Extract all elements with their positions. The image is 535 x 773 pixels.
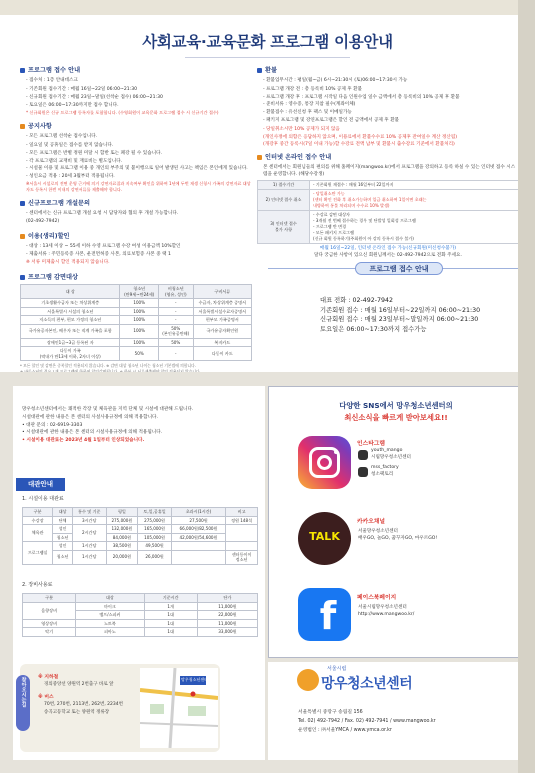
text-line: • 시설대관에 관한 내용은 본 센터의 시설사용규정에 의해 적용됩니다. (22, 430, 163, 436)
bus-title: ※ 버스 (38, 695, 54, 700)
section-new-program (20, 199, 252, 227)
text-line: • 대관 문의 : 02-6919-3303 (22, 422, 83, 428)
text-line: ※ 서류 미제출시 할인 적용되지 않습니다. (26, 260, 110, 266)
operator: 운영법인 : ㈜서울YMCA / www.ymca.or.kr (298, 728, 392, 733)
qr-icon (358, 450, 368, 460)
online-footnote: 달다 궁금한 사항이 있으신 회원님께서는 02-492-7942으로 전화 주세요. (314, 253, 462, 259)
qr-icon (358, 467, 368, 477)
sns-account[interactable]: youth_mango 시립망우청소년센터 (371, 448, 411, 460)
text-line: - 당일취소시만 10% 공제가 되지 않음 (263, 126, 340, 132)
page-title: 사회교육·교육문화 프로그램 이용안내 (142, 33, 393, 51)
text-line: - 준비서류 : 영수증, 통장 지참 필수(계좌이체) (263, 101, 356, 107)
info-line: 대표 전화 : 02-492-7942 (320, 297, 394, 304)
facebook-icon[interactable]: f (298, 588, 351, 641)
sns-name: 페이스북페이지 (357, 595, 397, 601)
online-table (257, 180, 519, 244)
logo-small-text: 서울시립 (327, 666, 347, 672)
table-row: 음향장비 마이크 1개 11,000원 (23, 602, 258, 611)
section-notice (20, 122, 252, 194)
instagram-icon[interactable] (298, 436, 351, 489)
section-discount (20, 232, 252, 268)
table-title: 2. 장비사용료 (22, 582, 53, 588)
text-line: (개강후 중간 등록시(7일 이내 가능)할 수강료 전액 납부 및 환불시 출수강료 기준에서 환불처리) (263, 142, 455, 148)
subway-text: 경의중앙선 양원역 2번출구 바로 앞 (44, 682, 114, 687)
text-line: * 신규회원은 신규 프로그램 등록자를 포함합니다. (수영회원이 교육문화 프로그램 접수 시 신규기간 접수) (26, 110, 219, 116)
text-line: (02-492-7942) (26, 219, 60, 225)
text-line: - 대상 : 13세 이상 ~ 55세 이하 수영 프로그램 수강 여성 이용금액 10%할인 (26, 243, 181, 249)
center-contact (298, 708, 436, 735)
table-row: 체육관 성인 2시간당 132,000원 165,000원 66,000원/82,500원 (23, 525, 258, 534)
right-margin (518, 0, 535, 773)
bullet-icon (20, 201, 25, 206)
table-note: * 모든 할인 및 감면은 중복할인 적용되지 않습니다. ※ 감면 대상 청소년 나이는 청소년 기본법에 의합니다. (20, 363, 196, 369)
online-footnote: 매월 16일~22일, 인터넷 온라인 접수 가능(신규회원(미신청수불가) (319, 246, 457, 252)
text-line: - 센터에서는 신규 프로그램 개설 요청 시 담당자와 협의 후 개설 가능합니다. (26, 210, 179, 216)
table-row: 청소년 84,000원 105,000원 42,000원/54,600원 (23, 533, 258, 542)
table-row: 3) 인터넷 접수 불가 사항 - 수강료 감면 대상자 - 3개월 전 번째 접수하는 경우 및 단발성 일회성 프로그램 - 프로그램 반 변경 - 모든 패키지 프로그램 (신규 회원 등록하기(주회원이 아 강의 등록시 접수 불가) (258, 211, 519, 244)
equipment-table (22, 593, 258, 637)
address: 서울특별시 중랑구 송림길 156 (298, 710, 363, 715)
table-header: 구분 (23, 508, 53, 517)
info-line: 기존회원 접수 : 매월 16일부터~22일까지 06:00~21:30 (320, 306, 481, 314)
sns-account[interactable]: 서울망우청소년센터 배우GO, 놀GO, 꿈꾸자GO, 마우르GO! (358, 529, 438, 541)
table-row: 다둥이 가족 (막내가 만13세 이하, 2자녀 이상) 50% - 다둥이 카드 (21, 347, 252, 361)
subway-title: ※ 지하철 (38, 675, 59, 680)
text-line: - 환불접수 : 유선신청 후 팩스 및 이메일가능 (263, 110, 352, 116)
text-line: - 기존회원 접수기간 : 매월 16일~22일 06:00~21:30 (26, 86, 138, 92)
text-line: 본 센터에서는 회원님들의 편의를 위해 홈페이지(mangwoo.kr)에서 프로그램을 강의하고 등록 하실 수 있는 인터넷 접수 시스템을 운영합니다. (해당수강생) (263, 165, 516, 178)
table-row: 악기 피아노 1대 33,000원 (23, 628, 258, 637)
table-header: 비고 (226, 508, 258, 517)
directions-label-text: 찾아오시는길 (20, 677, 27, 707)
logo-text: 망우청소년센터 (321, 676, 413, 692)
section-title: 프로그램 감면대상 (28, 273, 78, 281)
bus-text: 70번, 270번, 2113번, 262번, 2234번 (44, 702, 123, 707)
table-row: 2) 인터넷 접수 취소 - 당일취소만 가능 (센터 확인 전화 후 취소가능하며 입금 취소하여 1일이면 초래는 내방하여 통불 처리되며 수수료 10% 발생) (258, 190, 519, 211)
text-line: - 신규회원 접수기간 : 매월 23일~말일(선착순 접수) 06:00~21:30 (26, 94, 163, 100)
text-line: - 제출서류 : 주민등록증 사본, 운전면허증 사본, 의료보험증 사본 중 택 1 (26, 252, 171, 258)
info-line: 신규회원 접수 : 매월 23일부터~말일까지 06:00~21:30 (320, 316, 479, 324)
table-header: 비청소년 (영유, 성인) (158, 285, 193, 299)
table-header: 대상 (53, 508, 73, 517)
table-row: 국가유공자본인, 배우자 또는 직계 가족을 포함 100% 50% (본인유공만해) 국가유공자확인원 (21, 324, 252, 338)
text-line: - 모든 프로그램 선착순 접수입니다. (26, 134, 98, 140)
bullet-icon (257, 68, 262, 73)
section-title: 이용(생리)할인 (28, 232, 70, 240)
top-strip (0, 0, 535, 15)
text-line: ※서울시 시설로의 전면 운영 근거에 의거 강연자료집과 지속여부 확인을 위하여 1년에 두번 재생 신청시 가족의 강연자료 대상자도 등록시 한번 이내의 강연서류를 제출해야 합니다. (26, 181, 251, 193)
table-row: 1) 접수기간 - 기존회원 재접수 : 매월 16일부터 22일까지 (258, 181, 519, 190)
table-header: 평일 (106, 508, 138, 517)
text-line: - 일요일 및 공휴일은 접수를 받지 않습니다. (26, 142, 114, 148)
section-exemption (20, 273, 252, 374)
section-refund (257, 66, 519, 148)
table-row: 서울특별시 시설의 청소년 100% - 서울특별시설수료자증명서 (21, 307, 252, 316)
bullet-icon (20, 68, 25, 73)
sns-account[interactable]: mss_factory 청소팩토리 (371, 465, 399, 477)
table-row: 청소년 1시간당 20,000원 26,000원 센터등이이 정소년 (23, 550, 258, 564)
text-line: 시설대관에 관한 내용은 본 센터의 사설사용규정에 의해 적용합니다. (22, 414, 158, 420)
rental-fee-table (22, 507, 258, 565)
table-header: 청소년 (만9세~만24세) (120, 285, 158, 299)
section-gap (0, 372, 535, 386)
section-title: 환불 (265, 67, 277, 74)
right-column (257, 66, 519, 265)
registration-badge: 프로그램 접수 안내 (355, 262, 443, 275)
directions-label (16, 675, 30, 731)
sns-title: 다양한 SNS에서 망우청소년센터의 최신소식을 빠르게 받아보세요!! (339, 401, 453, 422)
section-title: 프로그램 접수 안내 (28, 67, 81, 74)
registration-info (320, 296, 500, 335)
table-row: 앰프/스피커 1대 22,000원 (23, 611, 258, 620)
text-line: - 프로그램 개강 전 : 총 등록비 10% 공제 후 환불 (263, 86, 363, 92)
sns-name: 인스타그램 (357, 441, 385, 447)
table-header: 대상 (76, 594, 144, 603)
text-line: - 프로그램 개강 후 : 프로그램 시작일 다음 인원수업 일수 금액에서 총 등록비의 10% 공제 후 환불 (263, 94, 460, 100)
sns-name: 카카오채널 (357, 519, 385, 525)
text-line: - 각 프로그램의 교재비 및 재료비는 별도입니다. (26, 159, 123, 165)
table-header: 단가 (197, 594, 257, 603)
section-title: 공지사항 (28, 122, 52, 130)
directions-box (20, 664, 220, 752)
text-line: - 환불업무시간 : 평일(월~금) 6시~21:30시 (토)06:00~17:30시 가능 (263, 78, 408, 84)
table-row: 수강장 단체 3시간당 275,000원 275,000원 27,500원 정원 148석 (23, 516, 258, 525)
table-header: 구분 (23, 594, 76, 603)
bullet-icon (257, 155, 262, 160)
text-line: - 시설물 이용 및 프로그램 이용 중 개인의 부주의 및 불이행으로 일어 발생된 사고는 책임은 본인에게 있습니다. (26, 166, 248, 172)
table-row: 장애인1급~3급 등록된 자 100% 50% 복지카드 (21, 338, 252, 347)
info-line: 토요일은 06:00~17:30까지 접수가능 (320, 326, 427, 334)
bullet-icon (20, 234, 25, 239)
left-column (20, 66, 252, 379)
text-line: - 성인요금 적용 : 20세 3월부터 적용됩니다. (26, 173, 115, 179)
table-header: 초과시(1시간) (171, 508, 225, 517)
bus-text: 송곡고등학교 또는 양원역 정류장 (44, 710, 110, 715)
kakao-talk-icon[interactable]: TALK (298, 512, 351, 565)
table-title: 1. 시설이용 대관료 (22, 496, 64, 502)
text-line: - 접수처 : 1층 안내데스크 (26, 78, 78, 84)
exemption-table (20, 284, 252, 361)
text-line: - 토요일은 06:00~17:30까지만 접수 합니다. (26, 103, 119, 109)
section-online (257, 153, 519, 260)
text-line: 망우청소년센터에서는 쾌적한 각장 및 체육관을 지역 단체 및 시설에 대관해 드립니다. (22, 407, 194, 412)
table-row: 영상장비 노트북 1대 11,000원 (23, 619, 258, 628)
text-line: • 시설이용 대관료는 2023년 4월 1일부터 인상되었습니다. (22, 438, 145, 444)
text-line: - 모든 프로그램은 반별 정원 미달 시 합반 또는 폐강 될 수 있습니다. (26, 150, 163, 156)
table-row: 저소득의 편부, 편모 가정의 청소년 100% - 편부모 가족증명서 (21, 316, 252, 325)
table-header: 통수 및 기준 (72, 508, 106, 517)
table-row: 프로그램실 성인 1시간당 38,500원 49,500원 (23, 542, 258, 551)
section-title: 신규프로그램 개설문의 (28, 199, 90, 207)
table-header: 구비서류 (193, 285, 251, 299)
table-header: 기준시간 (144, 594, 197, 603)
bullet-icon (20, 275, 25, 280)
table-header: 토,일,공휴일 (138, 508, 172, 517)
bullet-icon (20, 124, 25, 129)
phone: Tel. 02) 492-7942 / Fax. 02) 492-7941 / www.mangwoo.kr (298, 719, 436, 724)
rental-intro (22, 406, 258, 445)
rental-tag: 대관안내 (16, 478, 65, 491)
table-row: 기초생활수급자 또는 차상위계층 100% - 수급자, 차상위계층 증명서 (21, 299, 252, 308)
text-line: - 패키지 프로그램 및 강연프로그램은 할인 전 금액에서 공제 후 환불 (263, 118, 400, 124)
section-registration (20, 66, 252, 117)
map-label: 망우청소년센터 (181, 677, 209, 682)
center-logo-icon (297, 669, 319, 691)
section-title: 인터넷 온라인 접수 안내 (265, 154, 332, 162)
sns-account[interactable]: 서울시립망우청소년센터 http://www.mangwoo.kr/ (358, 605, 415, 617)
table-header: 대 상 (21, 285, 120, 299)
title-divider (185, 57, 350, 58)
text-line: (개인사정에 의함은 응답하지 않으며, 이용료에서 환불수수료 10% 공제후 잔여일수 계산 정산됨) (263, 135, 458, 141)
